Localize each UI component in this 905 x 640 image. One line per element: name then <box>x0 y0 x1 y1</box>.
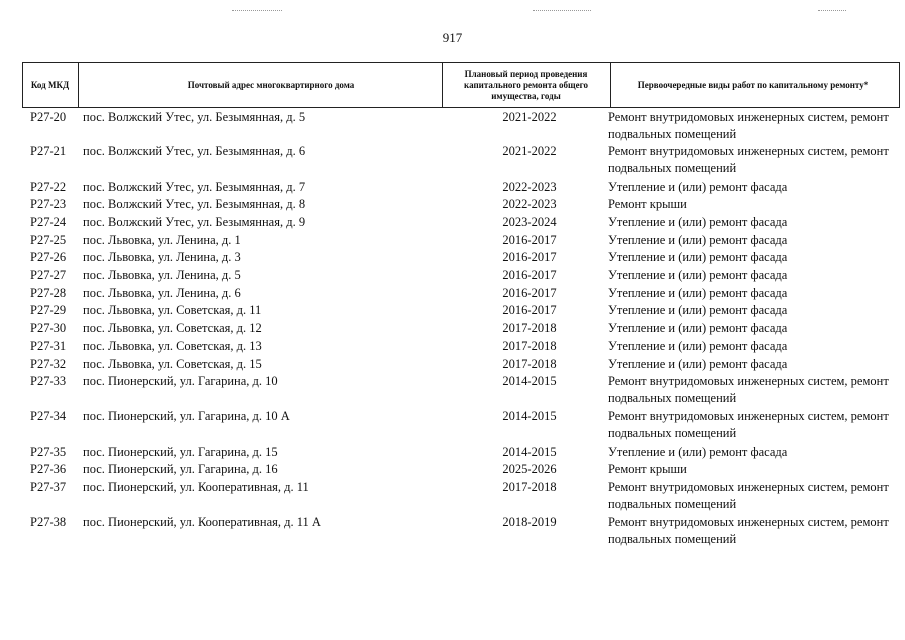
cell-period: 2016-2017 <box>502 250 557 264</box>
cell-address: пос. Пионерский, ул. Кооперативная, д. 11 А <box>83 515 321 529</box>
cell-period: 2016-2017 <box>502 286 557 300</box>
cell-works: Ремонт внутридомовых инженерных систем, ремонт подвальных помещений <box>608 374 889 405</box>
cell-code: Р27-34 <box>30 409 67 423</box>
cell-works: Утепление и (или) ремонт фасада <box>608 286 788 300</box>
cell-period: 2017-2018 <box>502 480 557 494</box>
cell-code: Р27-24 <box>30 215 67 229</box>
cell-period: 2016-2017 <box>502 233 557 247</box>
cell-address: пос. Пионерский, ул. Гагарина, д. 10 А <box>83 409 290 423</box>
scan-artifact <box>818 10 846 11</box>
cell-code: Р27-23 <box>30 197 67 211</box>
cell-period: 2022-2023 <box>502 180 557 194</box>
cell-period: 2023-2024 <box>502 215 557 229</box>
cell-period: 2017-2018 <box>502 321 557 335</box>
cell-code: Р27-21 <box>30 144 67 158</box>
header-code: Код МКД <box>30 79 70 90</box>
cell-address: пос. Львовка, ул. Советская, д. 11 <box>83 303 262 317</box>
cell-code: Р27-27 <box>30 268 67 282</box>
cell-code: Р27-35 <box>30 445 67 459</box>
cell-works: Утепление и (или) ремонт фасада <box>608 321 788 335</box>
cell-address: пос. Львовка, ул. Ленина, д. 3 <box>83 250 241 264</box>
cell-works: Утепление и (или) ремонт фасада <box>608 357 788 371</box>
cell-period: 2016-2017 <box>502 303 557 317</box>
cell-works: Утепление и (или) ремонт фасада <box>608 250 788 264</box>
cell-address: пос. Волжский Утес, ул. Безымянная, д. 7 <box>83 180 306 194</box>
cell-works: Ремонт внутридомовых инженерных систем, ремонт подвальных помещений <box>608 144 889 175</box>
cell-address: пос. Волжский Утес, ул. Безымянная, д. 8 <box>83 197 306 211</box>
page-number: 917 <box>442 30 463 45</box>
cell-works: Ремонт внутридомовых инженерных систем, ремонт подвальных помещений <box>608 110 889 141</box>
cell-code: Р27-20 <box>30 110 67 124</box>
cell-works: Ремонт крыши <box>608 197 687 211</box>
cell-address: пос. Пионерский, ул. Кооперативная, д. 11 <box>83 480 309 494</box>
cell-code: Р27-36 <box>30 462 67 476</box>
header-works: Первоочередные виды работ по капитальному ремонту* <box>637 79 869 90</box>
cell-code: Р27-28 <box>30 286 67 300</box>
cell-works: Утепление и (или) ремонт фасада <box>608 268 788 282</box>
cell-address: пос. Волжский Утес, ул. Безымянная, д. 6 <box>83 144 306 158</box>
cell-works: Утепление и (или) ремонт фасада <box>608 233 788 247</box>
cell-address: пос. Волжский Утес, ул. Безымянная, д. 9 <box>83 215 306 229</box>
cell-address: пос. Волжский Утес, ул. Безымянная, д. 5 <box>83 110 306 124</box>
header-period: Плановый период проведения капитального ремонта общего имущества, годы <box>464 68 588 101</box>
cell-period: 2025-2026 <box>502 462 557 476</box>
cell-address: пос. Львовка, ул. Советская, д. 12 <box>83 321 262 335</box>
cell-address: пос. Пионерский, ул. Гагарина, д. 15 <box>83 445 278 459</box>
column-divider <box>610 63 611 107</box>
cell-code: Р27-37 <box>30 480 67 494</box>
scan-artifact <box>232 10 282 11</box>
cell-code: Р27-22 <box>30 180 67 194</box>
cell-code: Р27-25 <box>30 233 67 247</box>
cell-code: Р27-38 <box>30 515 67 529</box>
cell-period: 2021-2022 <box>502 144 557 158</box>
cell-period: 2022-2023 <box>502 197 557 211</box>
cell-works: Ремонт внутридомовых инженерных систем, ремонт подвальных помещений <box>608 409 889 440</box>
cell-period: 2014-2015 <box>502 409 557 423</box>
cell-period: 2014-2015 <box>502 374 557 388</box>
cell-address: пос. Пионерский, ул. Гагарина, д. 10 <box>83 374 278 388</box>
table-header <box>22 62 900 108</box>
cell-code: Р27-33 <box>30 374 67 388</box>
cell-period: 2017-2018 <box>502 357 557 371</box>
cell-period: 2016-2017 <box>502 268 557 282</box>
cell-code: Р27-26 <box>30 250 67 264</box>
cell-works: Утепление и (или) ремонт фасада <box>608 303 788 317</box>
cell-code: Р27-31 <box>30 339 67 353</box>
cell-works: Ремонт крыши <box>608 462 687 476</box>
cell-address: пос. Львовка, ул. Ленина, д. 6 <box>83 286 241 300</box>
cell-works: Ремонт внутридомовых инженерных систем, ремонт подвальных помещений <box>608 480 889 511</box>
header-address: Почтовый адрес многоквартирного дома <box>187 79 355 90</box>
cell-works: Утепление и (или) ремонт фасада <box>608 215 788 229</box>
cell-code: Р27-29 <box>30 303 67 317</box>
cell-address: пос. Пионерский, ул. Гагарина, д. 16 <box>83 462 278 476</box>
cell-works: Утепление и (или) ремонт фасада <box>608 445 788 459</box>
cell-period: 2018-2019 <box>502 515 557 529</box>
column-divider <box>442 63 443 107</box>
column-divider <box>899 63 900 107</box>
cell-code: Р27-32 <box>30 357 67 371</box>
cell-period: 2014-2015 <box>502 445 557 459</box>
cell-address: пос. Львовка, ул. Ленина, д. 5 <box>83 268 241 282</box>
cell-address: пос. Львовка, ул. Советская, д. 15 <box>83 357 262 371</box>
cell-period: 2021-2022 <box>502 110 557 124</box>
cell-address: пос. Львовка, ул. Ленина, д. 1 <box>83 233 241 247</box>
scan-artifact <box>533 10 591 11</box>
cell-address: пос. Львовка, ул. Советская, д. 13 <box>83 339 262 353</box>
cell-works: Ремонт внутридомовых инженерных систем, ремонт подвальных помещений <box>608 515 889 546</box>
cell-code: Р27-30 <box>30 321 67 335</box>
cell-works: Утепление и (или) ремонт фасада <box>608 339 788 353</box>
cell-period: 2017-2018 <box>502 339 557 353</box>
cell-works: Утепление и (или) ремонт фасада <box>608 180 788 194</box>
